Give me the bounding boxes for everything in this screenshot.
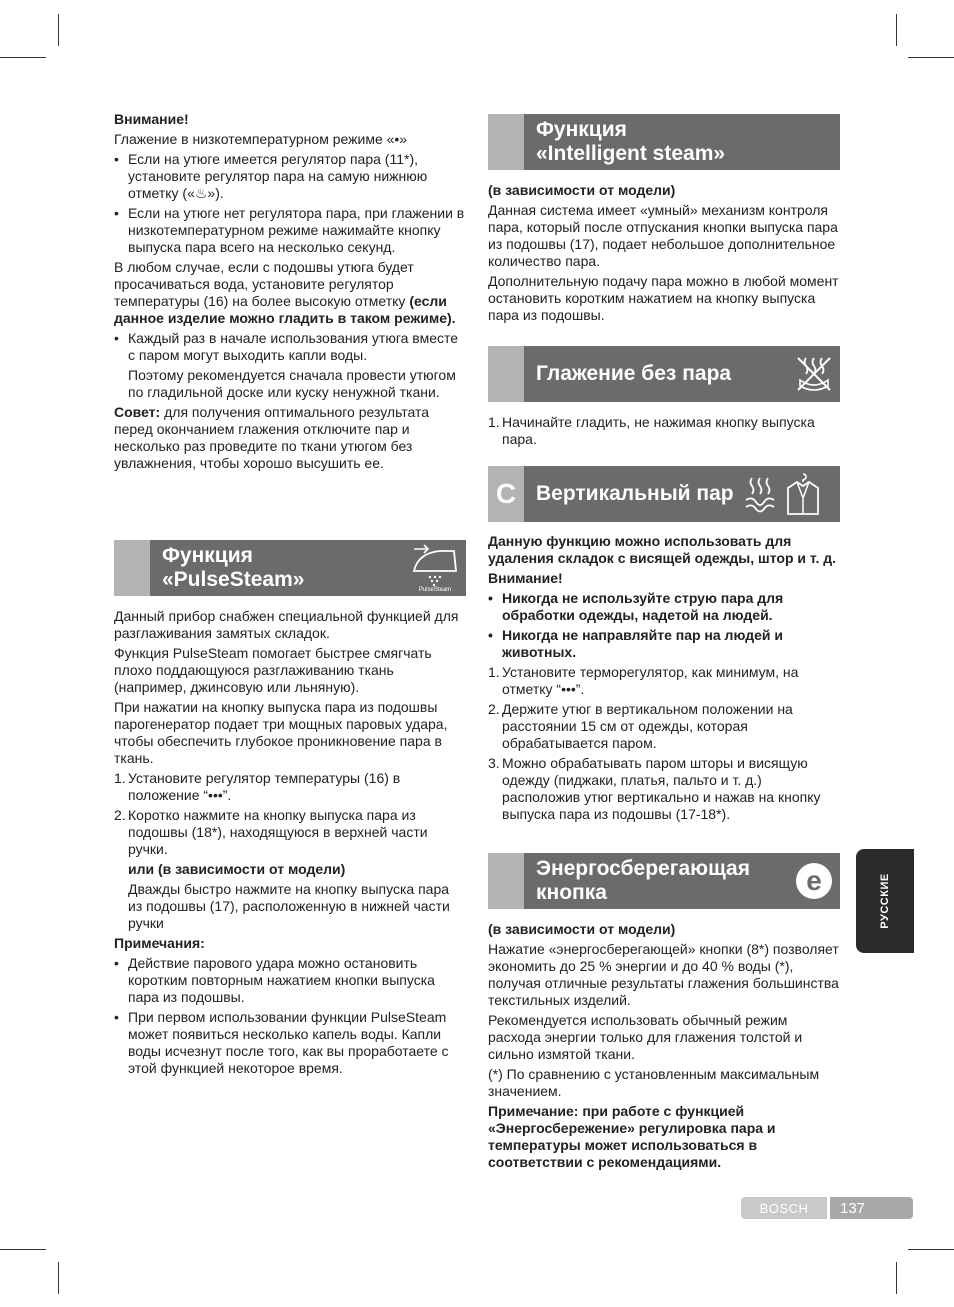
crop-mark	[0, 1249, 46, 1250]
footer-brand-box	[741, 1197, 827, 1219]
pulsesteam-icon	[410, 543, 460, 594]
list-item: • Если на утюге имеется регулятор пара (11*), установите регулятор пара на самую нижнюю отметку («♨»).	[114, 151, 466, 202]
item-number: 2.	[114, 807, 126, 823]
section-title	[150, 544, 410, 592]
language-tab	[856, 849, 914, 953]
item-text: Держите утюг в вертикальном положении на расстоянии 15 см от одежды, которая обрабатывается паром.	[502, 701, 793, 751]
no-steam-icon	[794, 354, 834, 394]
list-item	[488, 701, 842, 752]
header-tab	[114, 540, 150, 596]
svg-text:e: e	[806, 865, 822, 896]
crop-mark	[896, 1262, 897, 1294]
water-text-bold: (если данное изделие можно гладить в таком режиме).	[114, 293, 456, 326]
item-text: Коротко нажмите на кнопку выпуска пара из подошвы (18*), находящуюся в верхней части ручки.	[128, 807, 428, 857]
water-text: В любом случае, если с подошвы утюга будет просачиваться вода, установите регулятор температуры (16) на более высокую отметку	[114, 259, 414, 309]
list-item: • Каждый раз в начале использования утюга вместе с паром могут выходить капли воды.	[114, 330, 466, 364]
item-number: 1.	[488, 664, 500, 680]
item-number: 3.	[488, 755, 500, 771]
section-title: Вертикальный пар	[536, 482, 734, 505]
vertical-steam-text	[488, 533, 842, 826]
model-note: (в зависимости от модели)	[488, 921, 676, 937]
bullet-list	[114, 330, 466, 364]
hanging-garment-icon	[784, 472, 822, 516]
list-item	[488, 664, 842, 698]
list-item: • Действие парового удара можно остановить коротким повторным нажатием кнопки выпуска пара из подошвы.	[114, 955, 466, 1006]
header-tab	[488, 114, 524, 170]
eco-paragraph: Рекомендуется использовать обычный режим расхода энергии только для глажения толстой и сильно измятой ткани.	[488, 1012, 803, 1062]
item-number: 1.	[488, 414, 500, 430]
section-header-dry-ironing	[488, 346, 840, 402]
double-press-text: Дважды быстро нажмите на кнопку выпуска пара из подошвы (17), расположенную в нижней части ручки	[128, 881, 450, 931]
eco-text	[488, 921, 840, 1174]
section-title	[524, 118, 840, 166]
intelligent-steam-text	[488, 182, 840, 327]
notes-title: Примечания:	[114, 935, 205, 951]
language-tab-label: РУССКИЕ	[879, 873, 891, 929]
item-number: 2.	[488, 701, 500, 717]
or-model-label: или (в зависимости от модели)	[128, 861, 346, 877]
section-header-vertical-steam	[488, 466, 840, 522]
pulse-paragraph: При нажатии на кнопку выпуска пара из подошвы парогенератор подает три мощных паровых удара, чтобы обеспечить глубокое проникновение пара в ткань.	[114, 699, 448, 766]
page-number: 137	[840, 1199, 866, 1217]
warning-list	[488, 590, 842, 661]
indented-paragraph: Поэтому рекомендуется сначала провести утюгом по гладильной доске или куску ненужной ткани.	[128, 367, 456, 400]
list-item: • При первом использовании функции PulseSteam может появиться несколько капель воды. Капли воды исчезнут после того, как вы проработаете с этой функцией некоторое время.	[114, 1009, 466, 1077]
item-text: Установите регулятор температуры (16) в положение “•••”.	[128, 770, 401, 803]
tip-label: Совет:	[114, 404, 161, 420]
list-item	[114, 807, 466, 858]
section-title-line: «PulseSteam»	[162, 568, 305, 591]
vertical-attention: Внимание!	[488, 570, 563, 586]
list-item	[488, 755, 842, 823]
footer-brand: BOSCH	[759, 1200, 809, 1216]
eco-icon	[794, 861, 834, 901]
section-header-pulsesteam	[114, 540, 466, 596]
eco-note: Примечание: при работе с функцией «Энергосбережение» регулировка пара и температуры может использоваться в соответствии с рекомендациями.	[488, 1103, 776, 1170]
header-tab	[488, 346, 524, 402]
eco-paragraph: (*) По сравнению с установленным максимальным значением.	[488, 1066, 820, 1099]
tip-paragraph	[114, 404, 466, 472]
list-item: • Если на утюге нет регулятора пара, при глажении в низкотемпературном режиме нажимайте кнопку выпуска пара всего на несколько секунд.	[114, 205, 466, 256]
bullet-list	[114, 955, 466, 1077]
section-title	[524, 857, 794, 905]
left-column-bottom	[114, 608, 466, 1080]
list-item: • Никогда не используйте струю пара для обработки одежды, надетой на людей.	[488, 590, 842, 624]
pulse-paragraph: Данный прибор снабжен специальной функцией для разглаживания замятых складок.	[114, 608, 459, 641]
tip-text: для получения оптимального результата перед окончанием глажения отключите пар и несколько раз проведите по ткани утюгом без увлажнения, чтобы хорошо высушить ее.	[114, 404, 430, 471]
intel-paragraph: Дополнительную подачу пара можно в любой момент остановить коротким нажатием на кнопку выпуска пара из подошвы.	[488, 273, 839, 323]
crop-mark	[58, 1262, 59, 1294]
pulse-paragraph: Функция PulseSteam помогает быстрее смягчать плохо поддающуюся разглаживанию ткань (например, джинсовую или льняную).	[114, 645, 432, 695]
vertical-steam-icon	[742, 474, 778, 514]
section-header-intelligent-steam	[488, 114, 840, 170]
low-temp-intro: Глажение в низкотемпературном режиме «•»	[114, 131, 408, 147]
bullet-list	[114, 151, 466, 256]
item-text: Установите терморегулятор, как минимум, на отметку “•••”.	[502, 664, 799, 697]
crop-mark	[58, 14, 59, 46]
numbered-list	[488, 664, 842, 823]
header-tab	[488, 853, 524, 909]
eco-paragraph: Нажатие «энергосберегающей» кнопки (8*) позволяет экономить до 25 % энергии и до 40 % воды (*), получая отличные результаты глажения большинства текстильных изделий.	[488, 941, 839, 1008]
dry-ironing-text	[488, 414, 840, 451]
numbered-list	[488, 414, 840, 448]
section-title-line: Функция	[162, 544, 253, 567]
section-header-eco	[488, 853, 840, 909]
item-number: 1.	[114, 770, 126, 786]
vertical-intro: Данную функцию можно использовать для удаления складок с висящей одежды, штор и т. д.	[488, 533, 837, 566]
section-title-line: кнопка	[536, 881, 607, 904]
header-tab: C	[488, 466, 524, 522]
crop-mark	[0, 57, 46, 58]
section-title-line: «Intelligent steam»	[536, 142, 726, 165]
crop-mark	[908, 57, 954, 58]
section-title-line: Энергосберегающая	[536, 857, 750, 880]
crop-mark	[896, 14, 897, 46]
left-column-top	[114, 111, 466, 475]
section-title-line: Функция	[536, 118, 627, 141]
model-note: (в зависимости от модели)	[488, 182, 676, 198]
footer-page-box	[830, 1197, 913, 1219]
pulsesteam-icon-caption: PulseSteam	[418, 586, 452, 593]
item-text: Начинайте гладить, не нажимая кнопку выпуска пара.	[502, 414, 815, 447]
section-title: Глажение без пара	[536, 362, 732, 385]
crop-mark	[908, 1249, 954, 1250]
water-paragraph	[114, 259, 466, 327]
list-item: • Никогда не направляйте пар на людей и животных.	[488, 627, 842, 661]
list-item	[114, 770, 466, 804]
item-text: Можно обрабатывать паром шторы и висящую одежду (пиджаки, платья, пальто и т. д.) расположив утюг вертикально и нажав на кнопку выпуска пара из подошвы (17-18*).	[502, 755, 821, 822]
attention-title: Внимание!	[114, 111, 189, 127]
intel-paragraph: Данная система имеет «умный» механизм контроля пара, который после отпускания кнопки выпуска пара из подошвы (17), подает небольшое дополнительное количество пара.	[488, 202, 838, 269]
list-item	[488, 414, 840, 448]
numbered-list	[114, 770, 466, 858]
